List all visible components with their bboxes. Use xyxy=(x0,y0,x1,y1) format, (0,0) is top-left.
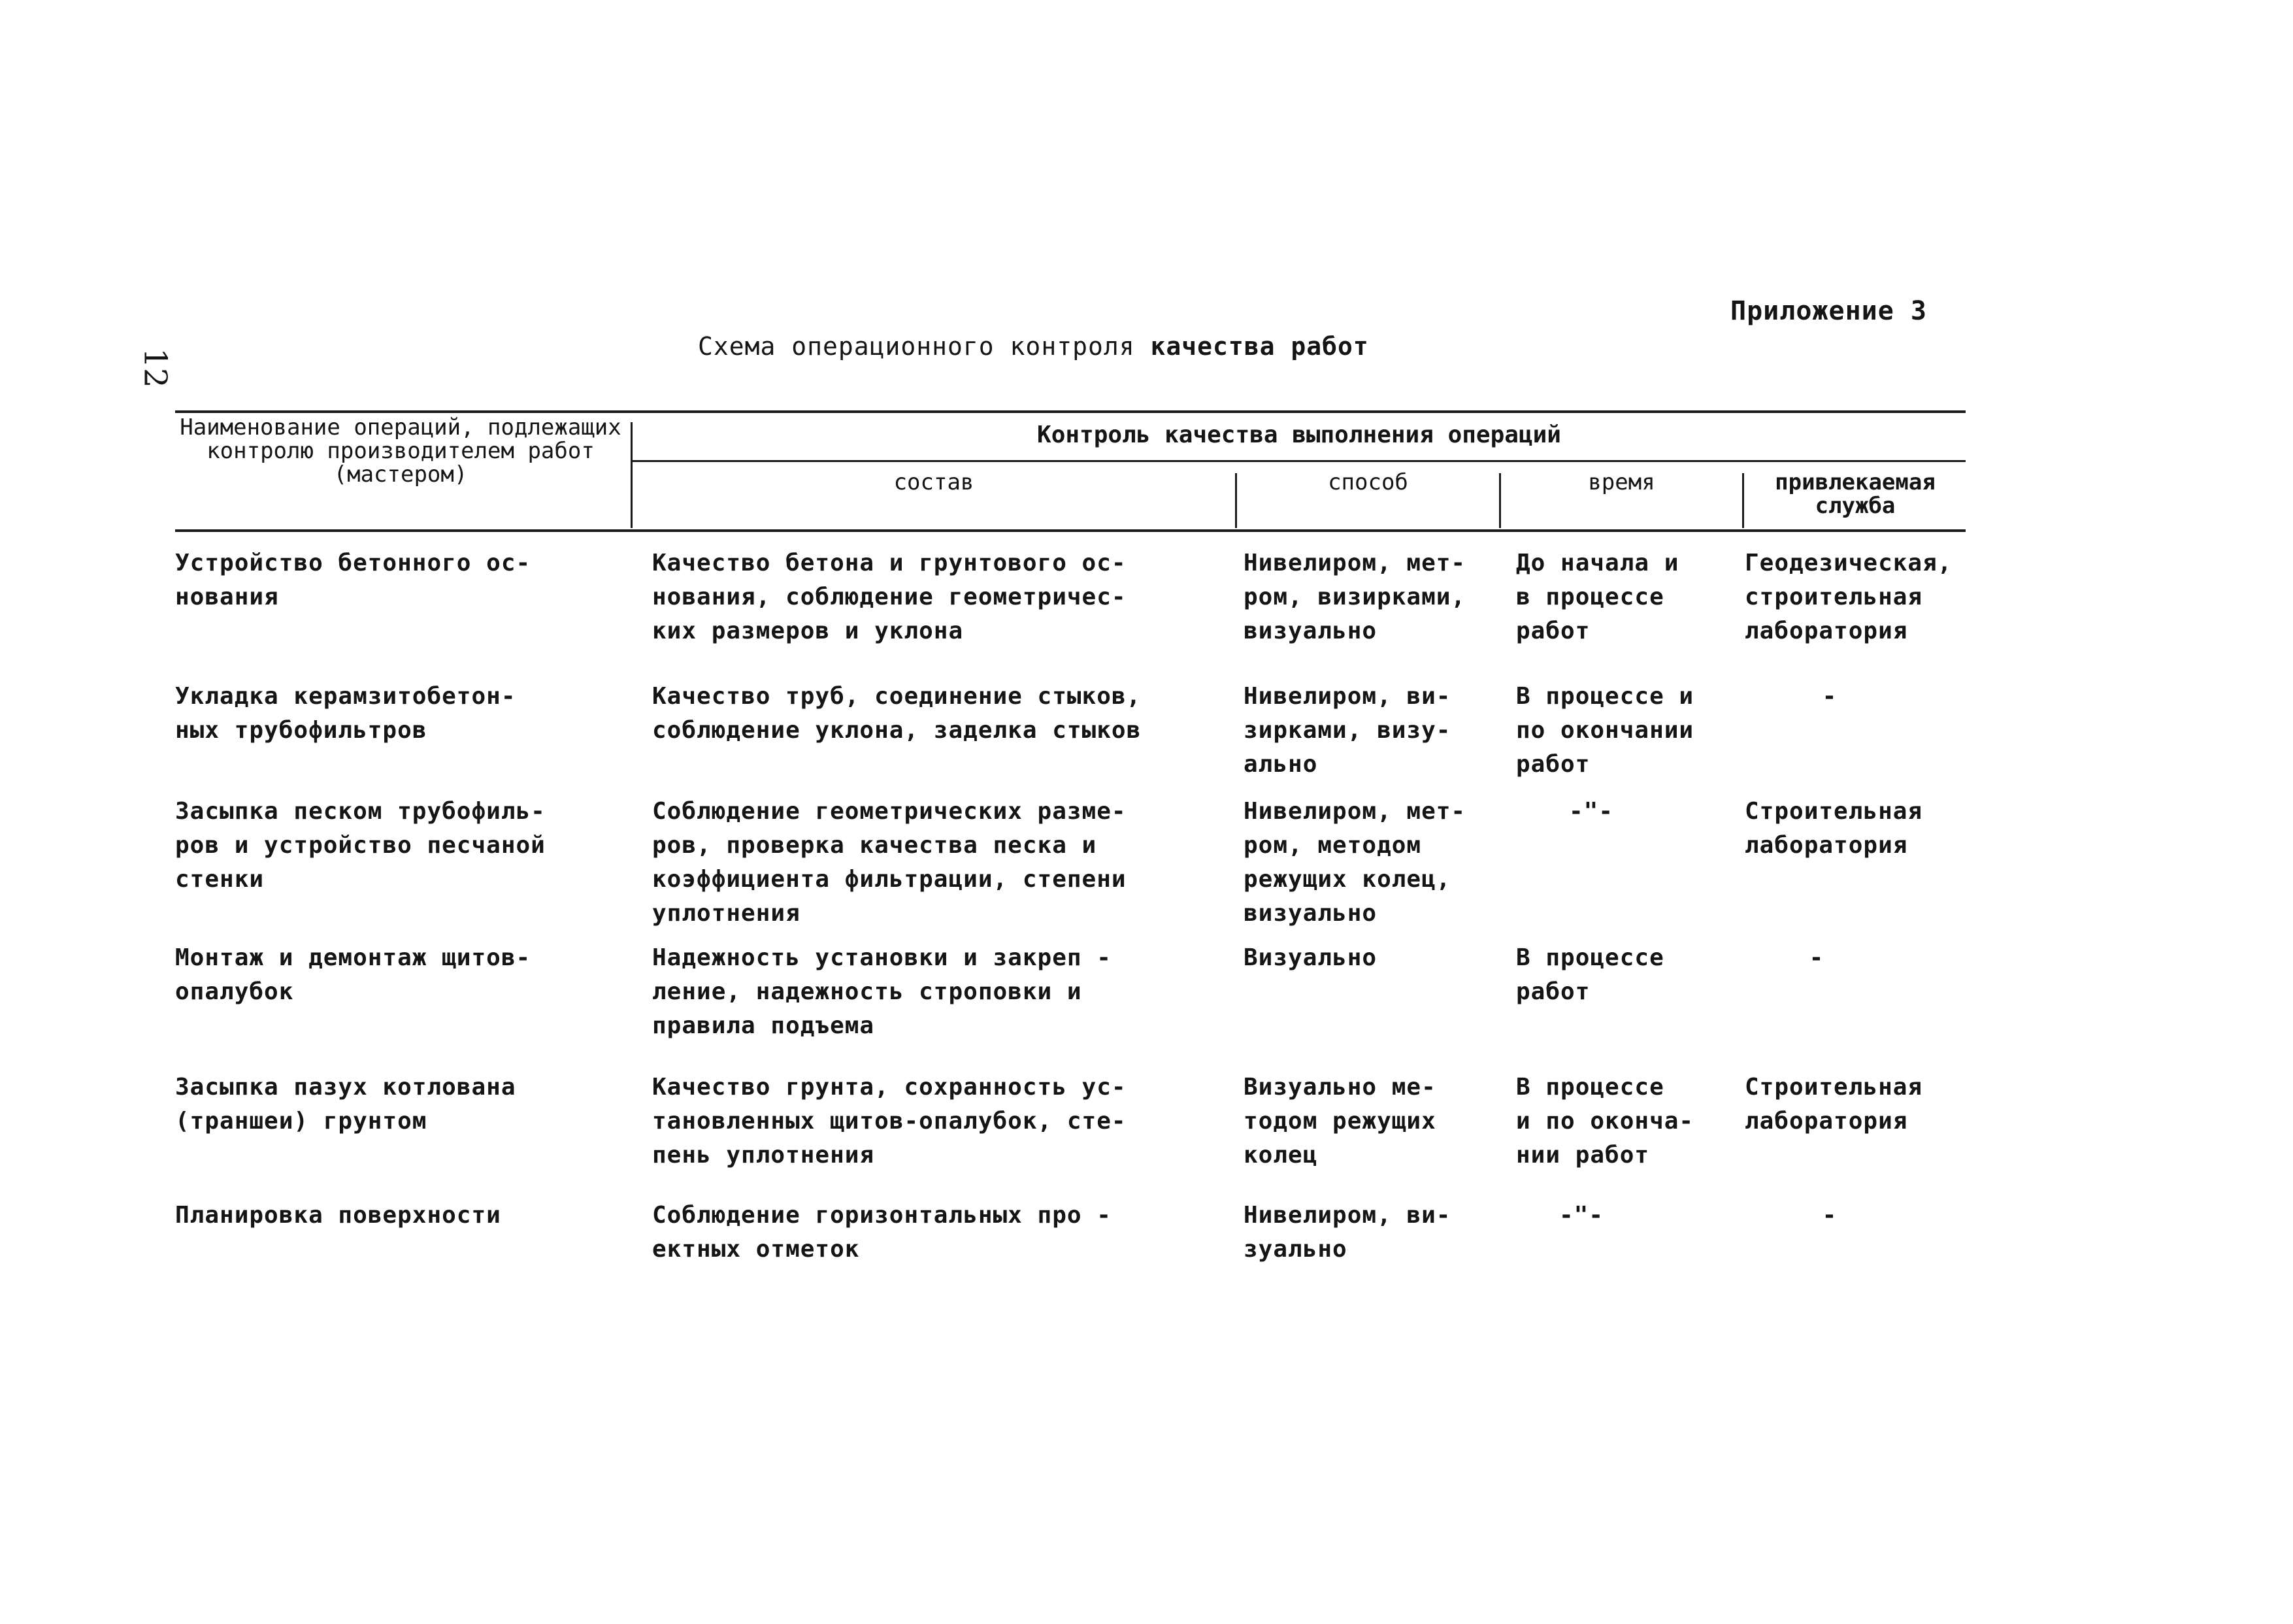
service-cell: Строительная лаборатория xyxy=(1745,798,1923,859)
method-cell: Нивелиром, мет- ром, визирками, визуально xyxy=(1244,550,1466,644)
operation-cell: Устройство бетонного ос- нования xyxy=(175,550,531,610)
service-cell: - xyxy=(1822,1202,1838,1229)
composition-cell: Соблюдение геометрических разме- ров, проверка качества песка и коэффициента фильтрации, степени уплотнения xyxy=(652,798,1127,927)
operation-cell: Засыпка песком трубофиль- ров и устройство песчаной стенки xyxy=(175,798,546,893)
method-cell: Визуально xyxy=(1244,944,1377,971)
header-method: способ xyxy=(1328,469,1408,495)
header-composition: состав xyxy=(893,469,974,495)
composition-cell: Надежность установки и закреп - ление, надежность строповки и правила подъема xyxy=(652,944,1112,1039)
operation-cell: Укладка керамзитобетон- ных трубофильтров xyxy=(175,683,516,744)
composition-cell: Качество бетона и грунтового ос- нования, соблюдение геометричес- ких размеров и уклона xyxy=(652,550,1127,644)
operation-cell: Планировка поверхности xyxy=(175,1202,501,1229)
header-bottom-rule xyxy=(175,529,1966,532)
time-cell: -"- xyxy=(1568,798,1614,825)
header-time: время xyxy=(1588,469,1655,495)
time-cell: В процессе и по окончании работ xyxy=(1516,683,1694,778)
service-cell: - xyxy=(1822,683,1838,710)
service-cell: - xyxy=(1809,944,1824,971)
method-cell: Нивелиром, мет- ром, методом режущих колец, визуально xyxy=(1244,798,1466,927)
operation-cell: Засыпка пазух котлована (траншеи) грунтом xyxy=(175,1074,516,1135)
document-title xyxy=(698,332,1369,361)
header-operation: Наименование операций, подлежащих контролю производителем работ (мастером) xyxy=(180,414,621,488)
header-service: привлекаемая служба xyxy=(1775,469,1936,519)
operation-cell: Монтаж и демонтаж щитов- опалубок xyxy=(175,944,531,1005)
header-control-group: Контроль качества выполнения операций xyxy=(1037,422,1561,448)
page-number: 12 xyxy=(137,348,174,388)
title-bold-text: качества работ xyxy=(1150,332,1369,361)
time-cell: -"- xyxy=(1559,1202,1604,1229)
method-cell: Нивелиром, ви- зирками, визу- ально xyxy=(1244,683,1451,778)
service-cell: Геодезическая, строительная лаборатория xyxy=(1745,550,1953,644)
time-cell: До начала и в процессе работ xyxy=(1516,550,1679,644)
method-cell: Нивелиром, ви- зуально xyxy=(1244,1202,1451,1263)
time-cell: В процессе и по оконча- нии работ xyxy=(1516,1074,1694,1168)
time-cell: В процессе работ xyxy=(1516,944,1664,1005)
subheader-rule xyxy=(633,460,1966,462)
table-top-rule xyxy=(175,410,1966,413)
composition-cell: Качество труб, соединение стыков, соблюдение уклона, заделка стыков xyxy=(652,683,1142,744)
appendix-label: Приложение 3 xyxy=(1730,296,1927,326)
composition-cell: Качество грунта, сохранность ус- тановленных щитов-опалубок, сте- пень уплотнения xyxy=(652,1074,1127,1168)
composition-cell: Соблюдение горизонтальных про - ектных отметок xyxy=(652,1202,1112,1263)
method-cell: Визуально ме- тодом режущих колец xyxy=(1244,1074,1436,1168)
service-cell: Строительная лаборатория xyxy=(1745,1074,1923,1135)
title-text: Схема операционного контроля xyxy=(698,332,1135,361)
